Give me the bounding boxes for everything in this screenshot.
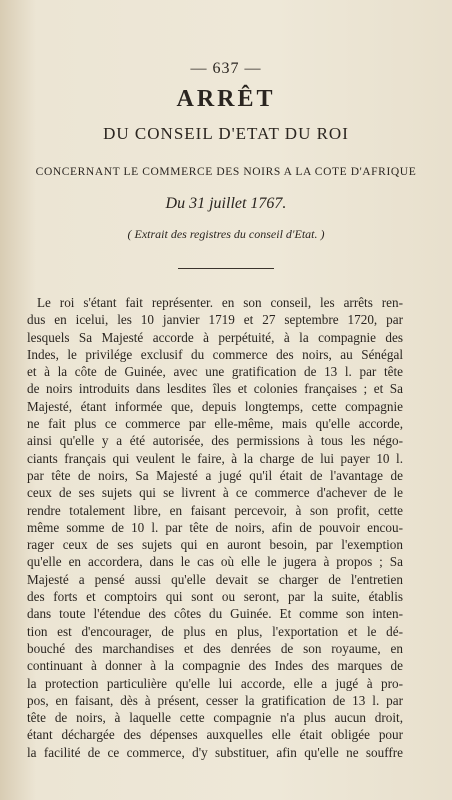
body-line: tête de noirs, à laquelle cette compagnie n'a plus aucun droit, <box>27 710 403 726</box>
body-line: par tête de noirs, Sa Majesté a jugé qu'il était de l'avantage de <box>27 467 403 483</box>
body-line: ainsi qu'elle y a été autorisée, des permissions à tous les négo- <box>27 433 403 449</box>
body-line: la facilité de ce commerce, d'y substituer, afin qu'elle ne souffre <box>27 744 403 760</box>
body-line: de noirs introduits dans lesdites îles et colonies françaises ; et Sa <box>27 381 403 397</box>
body-line: lesquels Sa Majesté accorde à perpétuité, à la compagnie des <box>27 329 403 345</box>
body-line: pos, en faisant, dès à présent, cesser la gratification de 13 l. par <box>27 692 403 708</box>
body-line: ne fait plus ce commerce par elle-même, mais qu'elle accorde, <box>27 416 403 432</box>
body-line: la protection particulière qu'elle lui accorde, elle a jugé à pro- <box>27 675 403 691</box>
body-line: Indes, le privilége exclusif du commerce des noirs, au Sénégal <box>27 346 403 362</box>
document-subtitle: DU CONSEIL D'ETAT DU ROI <box>103 124 349 143</box>
body-line: qu'elle en accordera, dans le cas où elle le jugera à propos ; Sa <box>27 554 403 570</box>
page-number: — 637 — <box>190 60 262 77</box>
body-line: rager ceux de ses sujets qui en auront besoin, par l'exemption <box>27 537 403 553</box>
body-line: Le roi s'étant fait représenter. en son conseil, les arrêts ren- <box>37 295 403 310</box>
body-line: même somme de 10 l. par tête de noirs, afin de pouvoir encou- <box>27 519 403 535</box>
body-line: Majesté, étant informée que, depuis longtemps, cette compagnie <box>27 398 403 414</box>
body-line: rendre totalement libre, en faisant percevoir, à son profit, cette <box>27 502 403 518</box>
body-line: Majesté a pensé aussi qu'elle devait se charger de l'entretien <box>27 571 403 587</box>
body-line: étant déchargée des dépenses auxquelles elle était obligée pour <box>27 727 403 743</box>
body-line: ceux de ses sujets qui se livrent à ce commerce d'achever de le <box>27 485 403 501</box>
document-date: Du 31 juillet 1767. <box>165 195 287 212</box>
body-line: dus en icelui, les 10 janvier 1719 et 27 septembre 1720, par <box>27 312 403 328</box>
body-line: ciants français qui veulent le faire, à la charge de lui payer 10 l. <box>27 450 403 466</box>
body-line: et à la côte de Guinée, avec une gratification de 13 l. par tête <box>27 364 403 380</box>
document-subject: CONCERNANT LE COMMERCE DES NOIRS A LA COTE D'AFRIQUE <box>35 166 417 178</box>
body-line: dans toute l'étendue des côtes du Guinée. Et comme son inten- <box>27 606 403 622</box>
body-text <box>27 294 403 761</box>
body-line: des forts et comptoirs qui sont ou seront, par la suite, établis <box>27 589 403 605</box>
body-line: continuant à donner à la compagnie des Indes des marques de <box>27 658 403 674</box>
body-line: bouché des marchandises et des denrées de son royaume, en <box>27 640 403 656</box>
source-note: ( Extrait des registres du conseil d'Etat. ) <box>127 227 325 241</box>
document-title: ARRÊT <box>176 86 276 112</box>
divider-rule <box>178 268 274 269</box>
body-line: tion est d'encourager, de plus en plus, l'exportation et le dé- <box>27 623 403 639</box>
